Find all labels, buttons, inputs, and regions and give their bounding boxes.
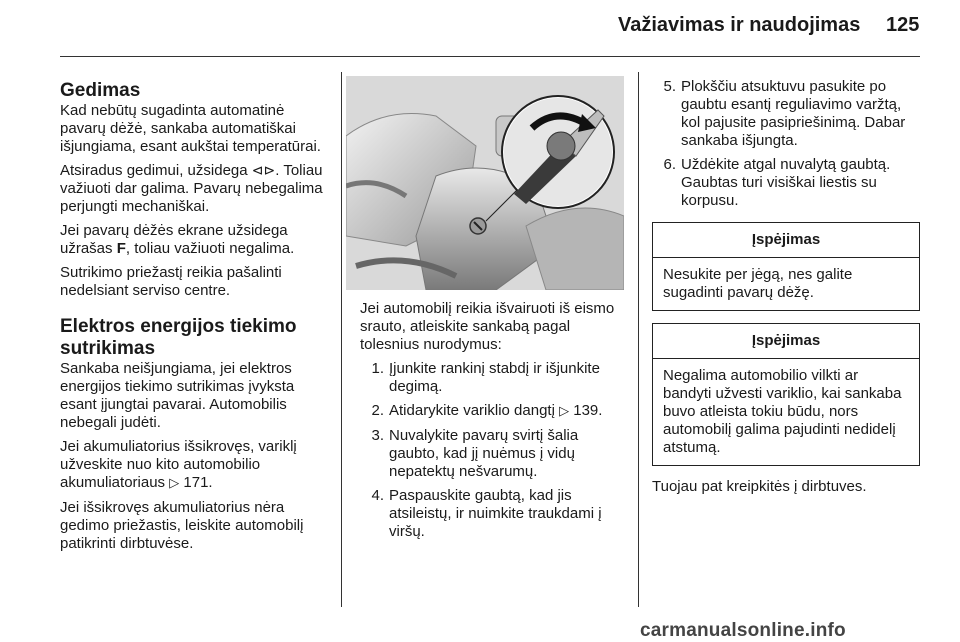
column-left bbox=[60, 80, 332, 559]
paragraph: Sutrikimo priežastį reikia pašalinti nedelsiant serviso centre. bbox=[60, 264, 282, 299]
paragraph bbox=[60, 438, 332, 493]
page-number: 125 bbox=[886, 14, 920, 36]
text: . Toliau važiuoti dar galima. Pavarų nebegalima perjungti mechaniškai. bbox=[60, 162, 323, 215]
heading-gedimas: Gedimas bbox=[60, 80, 141, 101]
page-ref-link[interactable]: 139. bbox=[573, 402, 603, 419]
paragraph: Sankaba neišjungiama, jei elektros energijos tiekimo sutrikimas įvyksta esant įjungtai pavarai. Automobilis nebegali judėti. bbox=[60, 360, 295, 431]
list-item bbox=[360, 487, 622, 541]
step-number: 2. bbox=[371, 402, 384, 419]
heading-power-failure: Elektros energijos tiekimo sutrikimas bbox=[60, 316, 297, 359]
text: Atidarykite variklio dangtį bbox=[389, 402, 560, 419]
paragraph: Tuojau pat kreipkitės į dirbtuves. bbox=[652, 478, 867, 495]
page-header bbox=[0, 0, 960, 56]
column-divider-1 bbox=[341, 72, 342, 607]
gearbox-warning-icon: ⊲⊳ bbox=[251, 163, 276, 179]
list-item bbox=[360, 360, 622, 396]
step-text: Uždėkite atgal nuvalytą gaubtą. Gaubtas turi visiškai liestis su korpusu. bbox=[681, 156, 891, 209]
step-text bbox=[389, 402, 622, 421]
section-title: Važiavimas ir naudojimas bbox=[618, 14, 861, 36]
step-number: 1. bbox=[371, 360, 384, 377]
list-item bbox=[360, 402, 622, 421]
page-ref-link[interactable]: 171. bbox=[183, 474, 213, 491]
warning-title: Įspėjimas bbox=[653, 324, 919, 359]
paragraph bbox=[60, 162, 332, 216]
clutch-adjustment-illustration bbox=[346, 76, 624, 290]
step-number: 3. bbox=[371, 427, 384, 444]
paragraph: Jei automobilį reikia išvairuoti iš eismo srauto, atleiskite sankabą pagal tolesnius nurodymus: bbox=[360, 300, 615, 353]
column-right bbox=[652, 78, 920, 502]
text: , toliau važiuoti negalima. bbox=[125, 240, 295, 257]
text: Jei akumuliatorius išsikrovęs, variklį užveskite nuo kito automobilio akumuliatoriaus bbox=[60, 438, 297, 491]
header-rule bbox=[60, 56, 920, 57]
step-number: 6. bbox=[663, 156, 676, 173]
paragraph: Kad nebūtų sugadinta automatinė pavarų dėžė, sankaba automatiškai išjungiama, esant aukštai temperatūrai. bbox=[60, 102, 321, 155]
step-text: Plokščiu atsuktuvu pasukite po gaubtu esantį reguliavimo varžtą, kol pajusite pasipriešinimą. Dabar sankaba išjungta. bbox=[681, 78, 906, 149]
list-item bbox=[652, 156, 920, 210]
paragraph: Jei išsikrovęs akumuliatorius nėra gedimo priežastis, leiskite automobilį patikrinti dirbtuvėse. bbox=[60, 499, 304, 552]
warning-body: Nesukite per jėgą, nes galite sugadinti pavarų dėžę. bbox=[663, 266, 853, 301]
page-ref-icon: ▷ bbox=[169, 476, 180, 491]
list-item bbox=[360, 427, 622, 481]
warning-title: Įspėjimas bbox=[653, 223, 919, 258]
step-text: Paspauskite gaubtą, kad jis atsileistų, ir nuimkite traukdami į viršų. bbox=[389, 487, 602, 540]
text: Atsiradus gedimui, užsidega bbox=[60, 162, 252, 179]
list-item bbox=[652, 78, 920, 150]
warning-box bbox=[652, 323, 920, 466]
step-text: Nuvalykite pavarų svirtį šalia gaubto, kad jį nuėmus į vidų nepatektų nešvarumų. bbox=[389, 427, 579, 480]
step-number: 5. bbox=[663, 78, 676, 95]
text: Jei pavarų dėžės ekrane užsidega užrašas bbox=[60, 222, 288, 257]
step-number: 4. bbox=[371, 487, 384, 504]
column-middle bbox=[360, 300, 622, 547]
warning-body: Negalima automobilio vilkti ar bandyti užvesti variklio, kai sankaba buvo atleista tokiu būdu, nors automobilį galima pajudinti nedidelį atstumą. bbox=[663, 367, 902, 456]
warning-box bbox=[652, 222, 920, 311]
column-divider-2 bbox=[638, 72, 639, 607]
display-letter: F bbox=[116, 240, 126, 257]
watermark: carmanualsonline.info bbox=[640, 620, 846, 641]
page-ref-icon: ▷ bbox=[559, 404, 570, 419]
step-text: Įjunkite rankinį stabdį ir išjunkite degimą. bbox=[389, 360, 600, 395]
paragraph bbox=[60, 222, 332, 258]
